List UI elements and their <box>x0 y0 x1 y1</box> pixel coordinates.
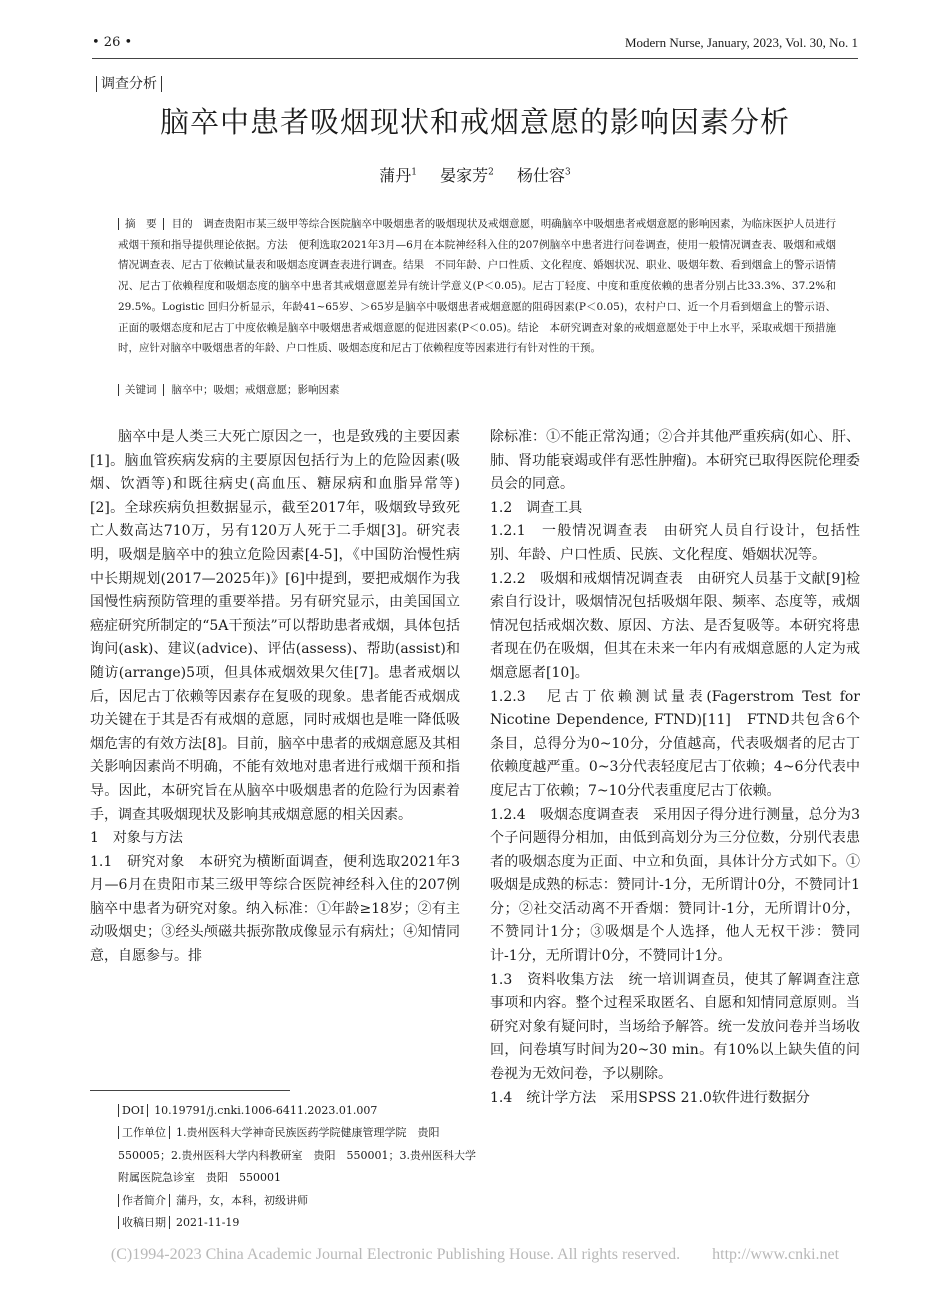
keywords <box>118 380 836 400</box>
section-heading: 1.2 调查工具 <box>490 499 583 516</box>
keywords-label: 关键词 <box>118 384 164 396</box>
section-tag: 调查分析 <box>96 76 162 92</box>
body-paragraph: 1.2.2 吸烟和戒烟情况调查表 由研究人员基于文献[9]检索自行设计，吸烟情况包括吸烟年限、频率、态度等，戒烟情况包括戒烟次数、原因、方法、是否复吸等。本研究将患者现在仍在吸烟，但其在未来一年内有戒烟意愿的人定为戒烟意愿者[10]。 <box>490 570 860 681</box>
author: 蒲丹$^1$ <box>379 166 418 185</box>
body-paragraph: 1.2.4 吸烟态度调查表 采用因子得分进行测量，总分为3个子问题得分相加，由低到高划分为三分位数，分别代表患者的吸烟态度为正面、中立和负面，具体计分方式如下。①吸烟是成熟的标志：赞同计-1分，无所谓计0分，不赞同计1分；②社交活动离不开香烟：赞同计-1分，无所谓计0分，不赞同计1分；③吸烟是个人选择，他人无权干涉：赞同计-1分，无所谓计0分，不赞同计1分。 <box>490 806 860 965</box>
article-title: 脑卒中患者吸烟现状和戒烟意愿的影响因素分析 <box>159 105 790 139</box>
footnotes <box>118 1100 478 1234</box>
footnote-doi: DOI 10.19791/j.cnki.1006-6411.2023.01.007 <box>118 1100 478 1122</box>
body-paragraph: 1.3 资料收集方法 统一培训调查员，使其了解调查注意事项和内容。整个过程采取匿名、自愿和知情同意原则。当研究对象有疑问时，当场给予解答。统一发放问卷并当场收回，问卷填写时间为20~30 min。有10%以上缺失值的问卷视为无效问卷，予以剔除。 <box>490 971 860 1083</box>
footnote-author-bio: 作者简介 蒲丹，女，本科，初级讲师 <box>118 1190 478 1212</box>
copyright-notice: (C)1994-2023 China Academic Journal Electronic Publishing House. All rights reserved. http://www.cnki.net <box>110 1246 840 1263</box>
abstract-label: 摘 要 <box>118 218 164 230</box>
left-column <box>90 426 460 969</box>
page-number: • 26 • <box>92 35 133 50</box>
author: 杨仕容$^3$ <box>516 166 571 185</box>
body-paragraph: 脑卒中是人类三大死亡原因之一，也是致残的主要因素[1]。脑血管疾病发病的主要原因包括行为上的危险因素(吸烟、饮酒等)和既往病史(高血压、糖尿病和血脂异常等)[2]。全球疾病负担数据显示，截至2017年，吸烟致导致死亡人数高达710万，另有120万人死于二手烟[3]。研究表明，吸烟是脑卒中的独立危险因素[4-5]，《中国防治慢性病中长期规划(2017—2025年)》[6]中提到，要把戒烟作为我国慢性病预防管理的重要举措。另有研究显示，由美国国立癌症研究所制定的“5A干预法”可以帮助患者戒烟，具体包括询问(ask)、建议(advice)、评估(assess)、帮助(assist)和随访(arrange)5项，但具体戒烟效果欠佳[7]。患者戒烟以后，因尼古丁依赖等因素存在复吸的现象。患者能否戒烟成功关键在于其是否有戒烟的意愿，同时戒烟也是唯一降低吸烟危害的有效方法[8]。目前，脑卒中患者的戒烟意愿及其相关影响因素尚不明确，不能有效地对患者进行戒烟干预和指导。因此，本研究旨在从脑卒中吸烟患者的危险行为因素着手，调查其吸烟现状及影响其戒烟意愿的相关因素。 <box>90 429 460 823</box>
header-divider <box>92 58 858 59</box>
body-paragraph: 1.2.3 尼古丁依赖测试量表(Fagerstrom Test for Nicotine Dependence, FTND)[11] FTND共包含6个条目，总得分为0~10分，分值越高，代表吸烟者的尼古丁依赖度越严重。0~3分代表轻度尼古丁依赖；4~6分代表中度尼古丁依赖；7~10分代表重度尼古丁依赖。 <box>490 688 860 799</box>
body-paragraph: 1.4 统计学方法 采用SPSS 21.0软件进行数据分 <box>490 1089 810 1106</box>
body-paragraph: 1.1 研究对象 本研究为横断面调查，便利选取2021年3月—6月在贵阳市某三级甲等综合医院神经科入住的207例脑卒中患者为研究对象。纳入标准：①年龄≥18岁；②有主动吸烟史；③经头颅磁共振弥散成像显示有病灶；④知情同意，自愿参与。排 <box>90 853 460 965</box>
abstract <box>118 214 836 359</box>
footnote-divider <box>90 1090 290 1091</box>
footnote-affiliation: 工作单位 1.贵州医科大学神奇民族医药学院健康管理学院 贵阳 550005；2.贵州医科大学内科教研室 贵阳 550001；3.贵州医科大学附属医院急诊室 贵阳 550001 <box>118 1126 476 1185</box>
footnote-received-date: 收稿日期 2021-11-19 <box>118 1212 478 1234</box>
section-heading: 1 对象与方法 <box>90 830 183 847</box>
body-paragraph: 除标准：①不能正常沟通；②合并其他严重疾病(如心、肝、肺、肾功能衰竭或伴有恶性肿瘤)。本研究已取得医院伦理委员会的同意。 <box>490 429 860 493</box>
right-column <box>490 426 860 1110</box>
keywords-text: 脑卒中；吸烟；戒烟意愿；影响因素 <box>171 384 340 396</box>
body-paragraph: 1.2.1 一般情况调查表 由研究人员自行设计，包括性别、年龄、户口性质、民族、文化程度、婚姻状况等。 <box>490 523 860 563</box>
author-list <box>0 163 950 186</box>
journal-info: Modern Nurse, January, 2023, Vol. 30, No. 1 <box>624 35 858 50</box>
author: 晏家芳$^2$ <box>440 166 494 185</box>
abstract-text: 目的 调查贵阳市某三级甲等综合医院脑卒中吸烟患者的吸烟现状及戒烟意愿，明确脑卒中吸烟患者戒烟意愿的影响因素，为临床医护人员进行戒烟干预和指导提供理论依据。方法 便利选取2021年3月—6月在本院神经科入住的207例脑卒中患者进行问卷调查，使用一般情况调查表、吸烟和戒烟情况调查表、尼古丁依赖试量表和吸烟态度调查表进行调查。结果 不同年龄、户口性质、文化程度、婚姻状况、职业、吸烟年数、看到烟盒上的警示语情况、尼古丁依赖程度和吸烟态度的脑卒中患者其戒烟意愿差异有统计学意义(P＜0.05)。尼古丁轻度、中度和重度依赖的患者分别占比33.3%、37.2%和29.5%。Logistic 回归分析显示，年龄41~65岁、＞65岁是脑卒中吸烟患者戒烟意愿的阻碍因素(P＜0.05)，农村户口、近一个月看到烟盒上的警示语、正面的吸烟态度和尼古丁中度依赖是脑卒中吸烟患者戒烟意愿的促进因素(P＜0.05)。结论 本研究调查对象的戒烟意愿处于中上水平，采取戒烟干预措施时，应针对脑卒中吸烟患者的年龄、户口性质、吸烟态度和尼古丁依赖程度等因素进行有针对性的干预。 <box>118 218 836 355</box>
